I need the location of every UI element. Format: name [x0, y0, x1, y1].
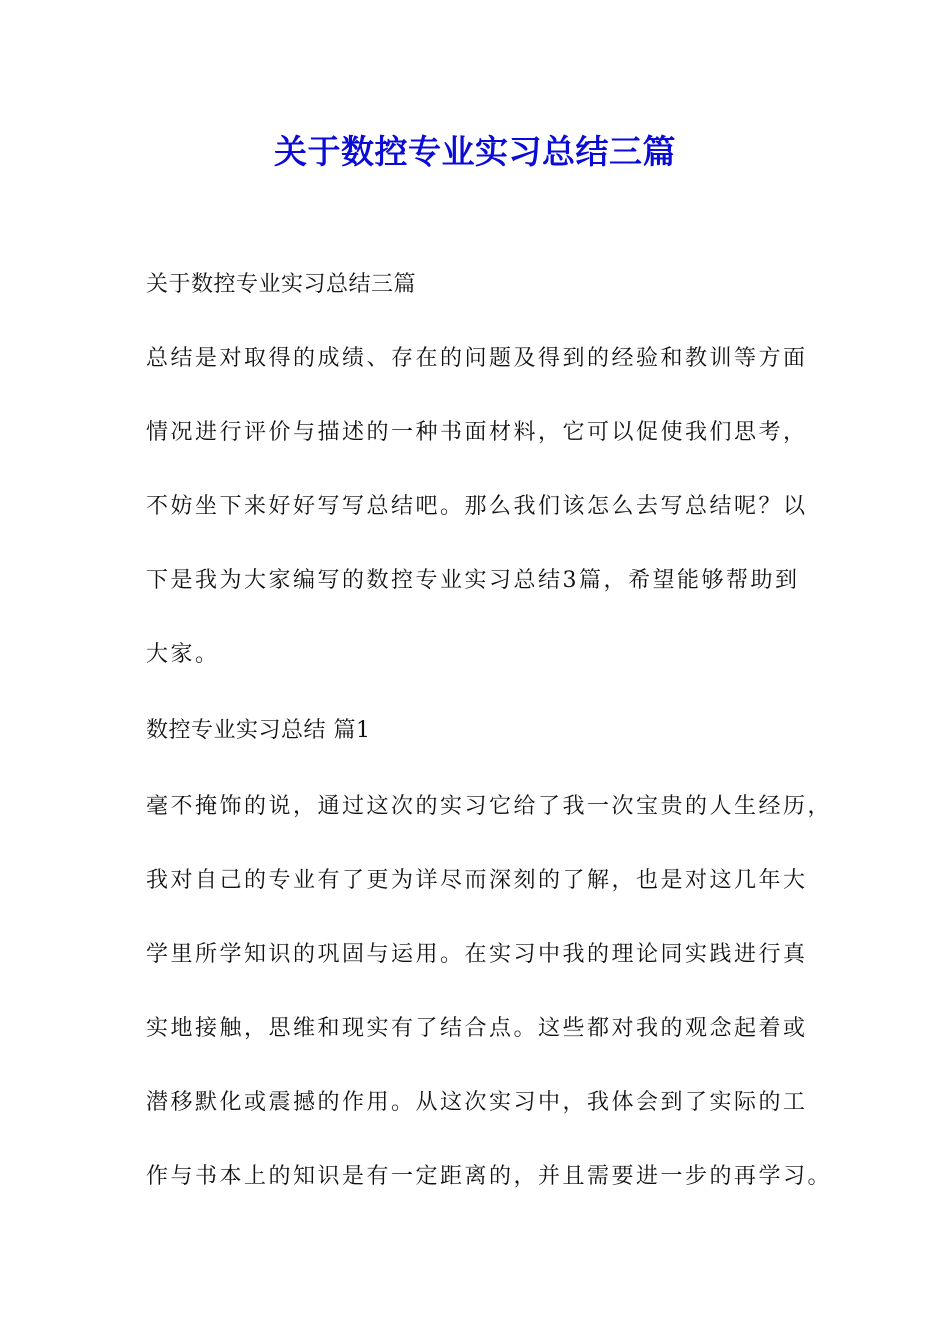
- paragraph-line: 总结是对取得的成绩、存在的问题及得到的经验和教训等方面: [146, 346, 808, 371]
- paragraph-line: 大家。: [146, 642, 220, 667]
- paragraph-line: 潜移默化或震撼的作用。从这次实习中，我体会到了实际的工: [146, 1090, 808, 1115]
- paragraph-line: 下是我为大家编写的数控专业实习总结3篇，希望能够帮助到: [146, 568, 800, 593]
- paragraph-line: 学里所学知识的巩固与运用。在实习中我的理论同实践进行真: [146, 942, 808, 967]
- paragraph-line: 作与书本上的知识是有一定距离的，并且需要进一步的再学习。: [146, 1164, 833, 1189]
- paragraph-line: 情况进行评价与描述的一种书面材料，它可以促使我们思考，: [146, 420, 808, 445]
- paragraph-line: 实地接触，思维和现实有了结合点。这些都对我的观念起着或: [146, 1016, 808, 1041]
- document-title: 关于数控专业实习总结三篇: [274, 132, 676, 171]
- paragraph-line: 不妨坐下来好好写写总结吧。那么我们该怎么去写总结呢？以: [146, 494, 808, 519]
- subtitle-line: 关于数控专业实习总结三篇: [146, 272, 417, 297]
- paragraph-line: 毫不掩饰的说，通过这次的实习它给了我一次宝贵的人生经历，: [146, 794, 833, 819]
- paragraph-line: 我对自己的专业有了更为详尽而深刻的了解，也是对这几年大: [146, 868, 808, 893]
- section-heading: 数控专业实习总结 篇1: [146, 718, 371, 743]
